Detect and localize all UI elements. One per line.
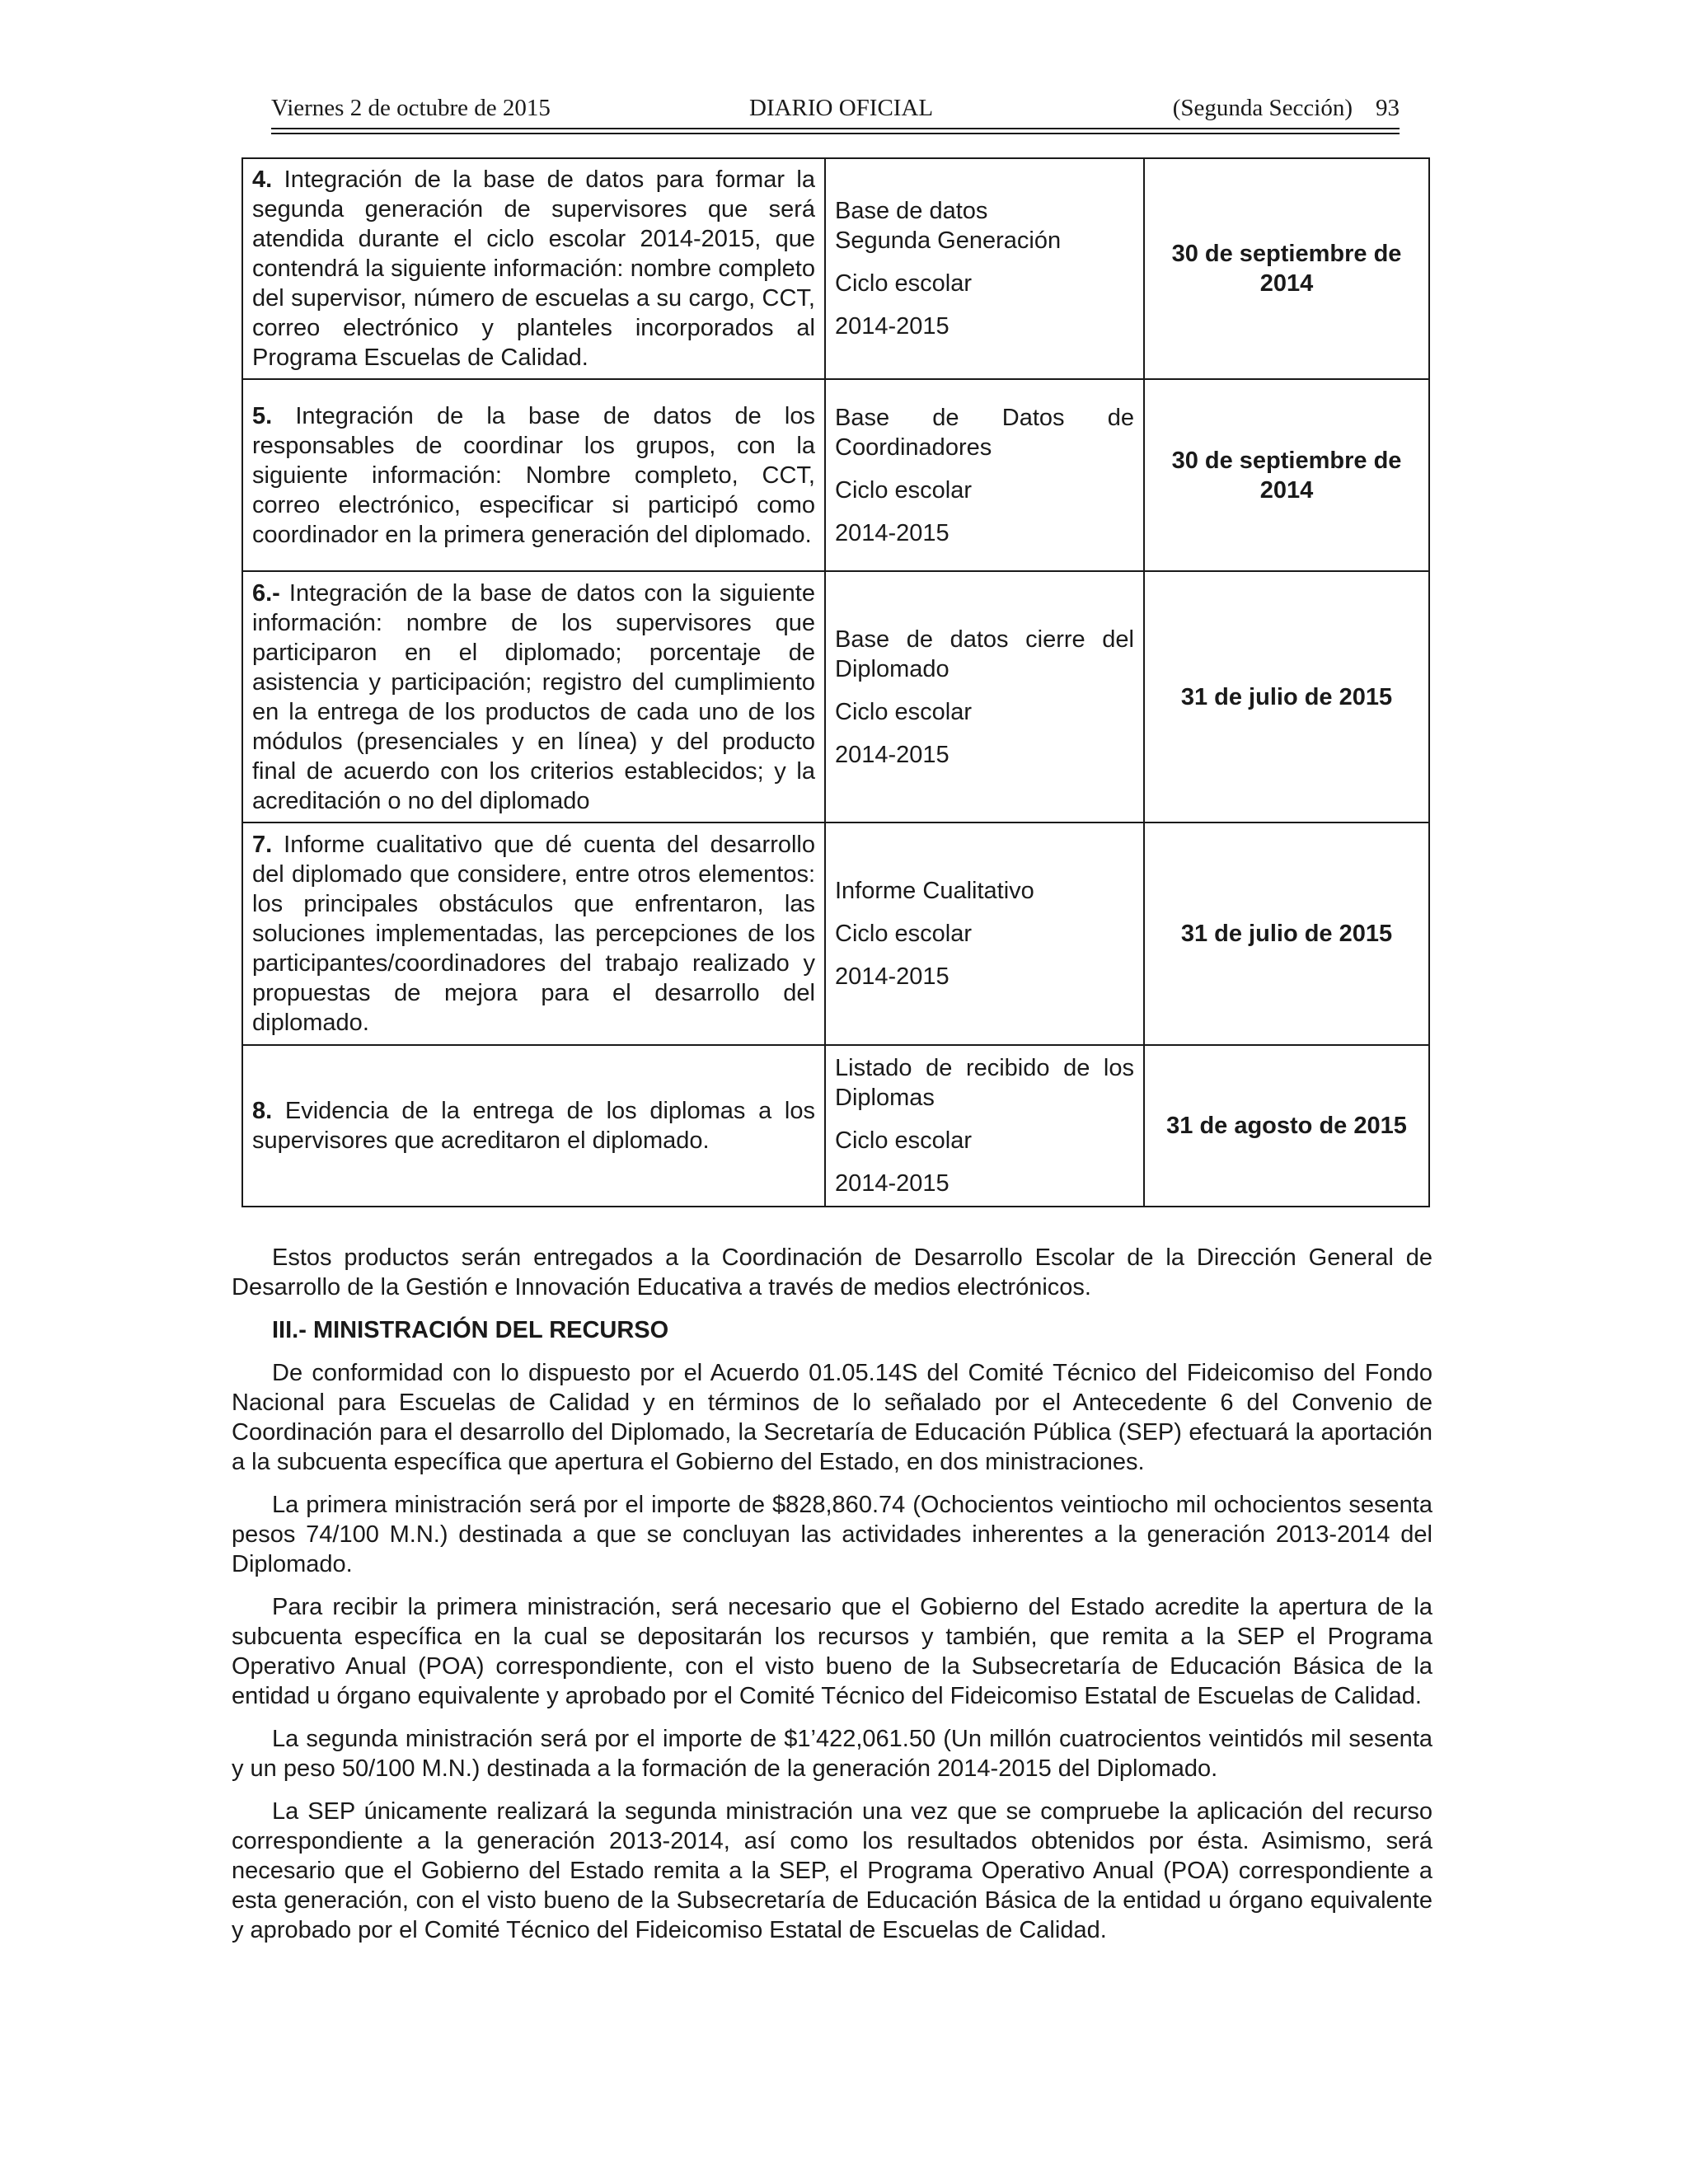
product-line: 2014-2015 (835, 519, 950, 546)
header-section-label: (Segunda Sección) (1172, 95, 1353, 121)
activity-text: Integración de la base de datos con la siguiente información: nombre de los supervisores que participaron en el diplomado; porcentaje de asistencia y participación; registro del cumplimiento en la entrega de los productos de cada uno de los módulos (presenciales y en línea) y del producto final de acuerdo con los criterios establecidos; y la acreditación o no del diplomado (252, 579, 815, 814)
header-rule-bottom (271, 133, 1400, 134)
product-line: Ciclo escolar (835, 921, 972, 947)
paragraph: La segunda ministración será por el importe de $1’422,061.50 (Un millón cuatrocientos veintidós mil sesenta y un peso 50/100 M.N.) destinada a la formación de la generación 2014-2015 del Diplomado. (232, 1726, 1432, 1782)
product-line: 2014-2015 (835, 1170, 950, 1197)
product-line: Ciclo escolar (835, 270, 972, 297)
product-cell (825, 379, 1144, 571)
header-section (1173, 95, 1400, 122)
product-line: Ciclo escolar (835, 1127, 972, 1154)
date-cell: 31 de agosto de 2015 (1144, 1045, 1429, 1207)
product-line: 2014-2015 (835, 741, 950, 768)
product-line: Segunda Generación (835, 227, 1062, 254)
header-rule-top (271, 128, 1400, 129)
header-title: DIARIO OFICIAL (749, 95, 934, 121)
product-line: Diplomas (835, 1085, 935, 1111)
date-cell: 30 de septiembre de 2014 (1144, 158, 1429, 379)
product-line: Base de datos (835, 198, 988, 224)
product-cell (825, 571, 1144, 823)
product-cell (825, 158, 1144, 379)
header-date: Viernes 2 de octubre de 2015 (271, 95, 551, 121)
date-cell: 31 de julio de 2015 (1144, 571, 1429, 823)
activity-number: 4. (252, 166, 273, 193)
activity-cell (242, 823, 825, 1045)
product-cell (825, 1045, 1144, 1207)
paragraph: Para recibir la primera ministración, será necesario que el Gobierno del Estado acredite la apertura de la subcuenta específica en la cual se depositarán los recursos y también, que remita a la SEP el Programa Operativo Anual (POA) correspondiente, con el visto bueno de la Subsecretaría de Educación Básica de la entidad u órgano equivalente y aprobado por el Comité Técnico del Fideicomiso Estatal de Escuelas de Calidad. (232, 1594, 1432, 1709)
section-heading: III.- MINISTRACIÓN DEL RECURSO (272, 1317, 669, 1343)
product-line: Informe Cualitativo (835, 878, 1034, 904)
activity-number: 5. (252, 402, 273, 429)
activity-cell (242, 158, 825, 379)
product-line: Base de Datos de (835, 404, 1134, 431)
activity-number: 7. (252, 832, 273, 858)
paragraph: Estos productos serán entregados a la Coordinación de Desarrollo Escolar de la Dirección General de Desarrollo de la Gestión e Innovación Educativa a través de medios electrónicos. (232, 1244, 1432, 1301)
page-header (271, 95, 1400, 128)
body-text (232, 1243, 1432, 1958)
date-cell: 31 de julio de 2015 (1144, 823, 1429, 1045)
product-cell (825, 823, 1144, 1045)
schedule-table (241, 157, 1430, 1207)
product-line: Listado de recibido de los (835, 1055, 1134, 1081)
product-line: 2014-2015 (835, 963, 950, 990)
product-line: Base de datos cierre del (835, 626, 1134, 653)
table-row (242, 379, 1429, 571)
activity-text: Integración de la base de datos para formar la segunda generación de supervisores que será atendida durante el ciclo escolar 2014-2015, que contendrá la siguiente información: nombre completo del supervisor, número de escuelas a su cargo, CCT, correo electrónico y planteles incorporados al Programa Escuelas de Calidad. (252, 166, 815, 371)
activity-cell (242, 379, 825, 571)
product-line: Ciclo escolar (835, 698, 972, 725)
product-line: Coordinadores (835, 434, 992, 461)
activity-number: 8. (252, 1098, 273, 1124)
product-line: 2014-2015 (835, 313, 950, 340)
activity-number: 6.- (252, 579, 280, 607)
activity-text: Informe cualitativo que dé cuenta del desarrollo del diplomado que considere, entre otros elementos: los principales obstáculos que enfrentaron, las soluciones implementadas, las percepciones de los participantes/coordinadores del trabajo realizado y propuestas de mejora para el desarrollo del diplomado. (252, 832, 815, 1036)
table-row (242, 823, 1429, 1045)
paragraph: La SEP únicamente realizará la segunda ministración una vez que se compruebe la aplicación del recurso correspondiente a la generación 2013-2014, así como los resultados obtenidos por ésta. Asimismo, será necesario que el Gobierno del Estado remita a la SEP, el Programa Operativo Anual (POA) correspondiente a esta generación, con el visto bueno de la Subsecretaría de Educación Básica de la entidad u órgano equivalente y aprobado por el Comité Técnico del Fideicomiso Estatal de Escuelas de Calidad. (232, 1798, 1432, 1943)
paragraph: De conformidad con lo dispuesto por el Acuerdo 01.05.14S del Comité Técnico del Fideicomiso del Fondo Nacional para Escuelas de Calidad y en términos de lo señalado por el Antecedente 6 del Convenio de Coordinación para el desarrollo del Diplomado, la Secretaría de Educación Pública (SEP) efectuará la aportación a la subcuenta específica que apertura el Gobierno del Estado, en dos ministraciones. (232, 1360, 1432, 1475)
page-number: 93 (1376, 95, 1400, 121)
product-line: Diplomado (835, 655, 950, 682)
date-cell: 30 de septiembre de 2014 (1144, 379, 1429, 571)
paragraph: La primera ministración será por el importe de $828,860.74 (Ochocientos veintiocho mil ochocientos sesenta pesos 74/100 M.N.) destinada a que se concluyan las actividades inherentes a la generación 2013-2014 del Diplomado. (232, 1492, 1432, 1577)
product-line: Ciclo escolar (835, 476, 972, 504)
activity-text: Evidencia de la entrega de los diplomas a los supervisores que acreditaron el diplomado. (252, 1098, 815, 1154)
activity-cell (242, 1045, 825, 1207)
table-row (242, 158, 1429, 379)
activity-cell (242, 571, 825, 823)
table-row (242, 1045, 1429, 1207)
table-row (242, 571, 1429, 823)
activity-text: Integración de la base de datos de los responsables de coordinar los grupos, con la siguiente información: Nombre completo, CCT, correo electrónico, especificar si participó como coordinador en la primera generación del diplomado. (252, 402, 815, 548)
